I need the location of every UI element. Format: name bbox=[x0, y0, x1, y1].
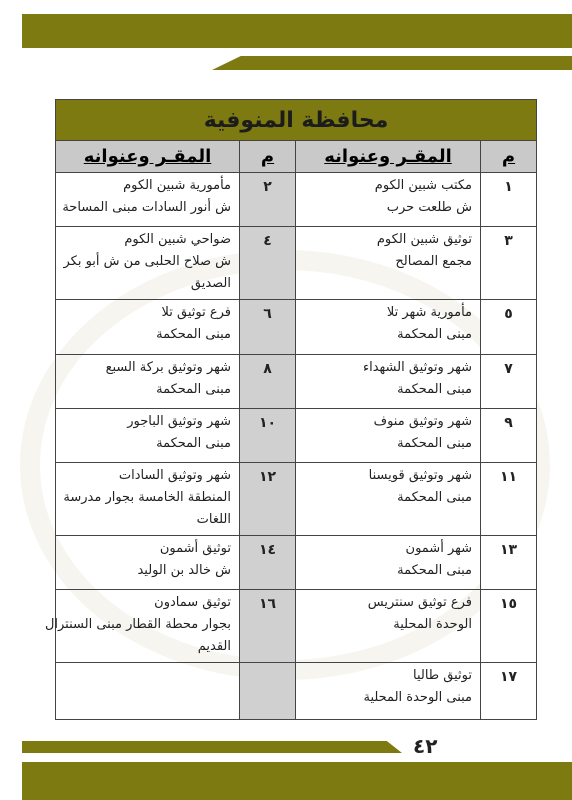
row-number: ٨ bbox=[240, 355, 296, 409]
header-address-left: المقـر وعنوانه bbox=[56, 141, 240, 173]
row-number: ١٠ bbox=[240, 409, 296, 463]
row-number: ٣ bbox=[481, 227, 537, 300]
office-cell: شهر وتوثيق الباجور مبنى المحكمة bbox=[56, 409, 240, 463]
page-number: ٤٢ bbox=[413, 734, 438, 758]
table-row bbox=[56, 300, 537, 355]
row-number: ٥ bbox=[481, 300, 537, 355]
table-row bbox=[56, 173, 537, 227]
header-num-right: م bbox=[481, 141, 537, 173]
top-decorative-bar bbox=[22, 14, 572, 48]
header-num-left: م bbox=[240, 141, 296, 173]
top-decorative-stripe bbox=[212, 56, 572, 70]
row-number: ١٥ bbox=[481, 590, 537, 663]
row-number: ٢ bbox=[240, 173, 296, 227]
office-cell: توثيق طاليا مبنى الوحدة المحلية bbox=[296, 663, 481, 720]
row-number: ١١ bbox=[481, 463, 537, 536]
office-cell: فرع توثيق سنتريس الوحدة المحلية bbox=[296, 590, 481, 663]
row-number: ٤ bbox=[240, 227, 296, 300]
office-cell: شهر وتوثيق السادات المنطقة الخامسة بجوار مدرسة اللغات bbox=[56, 463, 240, 536]
bottom-decorative-stripe bbox=[22, 741, 402, 753]
bottom-decorative-bar bbox=[22, 762, 572, 800]
row-number: ٧ bbox=[481, 355, 537, 409]
row-number: ١ bbox=[481, 173, 537, 227]
office-cell: توثيق شبين الكوم مجمع المصالح bbox=[296, 227, 481, 300]
row-number: ١٧ bbox=[481, 663, 537, 720]
table-row bbox=[56, 463, 537, 536]
table-row bbox=[56, 536, 537, 590]
table-row bbox=[56, 227, 537, 300]
office-cell: مكتب شبين الكوم ش طلعت حرب bbox=[296, 173, 481, 227]
office-cell bbox=[56, 663, 240, 720]
office-cell: شهر وتوثيق الشهداء مبنى المحكمة bbox=[296, 355, 481, 409]
office-cell: توثيق أشمون ش خالد بن الوليد bbox=[56, 536, 240, 590]
office-cell: توثيق سمادون بجوار محطة القطار مبنى السنترال القديم bbox=[56, 590, 240, 663]
office-cell: شهر أشمون مبنى المحكمة bbox=[296, 536, 481, 590]
row-number: ١٦ bbox=[240, 590, 296, 663]
row-number bbox=[240, 663, 296, 720]
row-number: ١٢ bbox=[240, 463, 296, 536]
table-row bbox=[56, 409, 537, 463]
office-cell: شهر وتوثيق قويسنا مبنى المحكمة bbox=[296, 463, 481, 536]
row-number: ٩ bbox=[481, 409, 537, 463]
table-row bbox=[56, 663, 537, 720]
row-number: ١٣ bbox=[481, 536, 537, 590]
office-cell: ضواحي شبين الكوم ش صلاح الحلبى من ش أبو بكر الصديق bbox=[56, 227, 240, 300]
row-number: ١٤ bbox=[240, 536, 296, 590]
table-row bbox=[56, 590, 537, 663]
office-cell: مأمورية شبين الكوم ش أنور السادات مبنى المساحة bbox=[56, 173, 240, 227]
office-cell: فرع توثيق تلا مبنى المحكمة bbox=[56, 300, 240, 355]
table-row bbox=[56, 355, 537, 409]
row-number: ٦ bbox=[240, 300, 296, 355]
header-address-right: المقـر وعنوانه bbox=[296, 141, 481, 173]
offices-table bbox=[44, 99, 537, 720]
governorate-title: محافظة المنوفية bbox=[56, 100, 537, 141]
office-cell: شهر وتوثيق بركة السبع مبنى المحكمة bbox=[56, 355, 240, 409]
office-cell: شهر وتوثيق منوف مبنى المحكمة bbox=[296, 409, 481, 463]
office-cell: مأمورية شهر تلا مبنى المحكمة bbox=[296, 300, 481, 355]
